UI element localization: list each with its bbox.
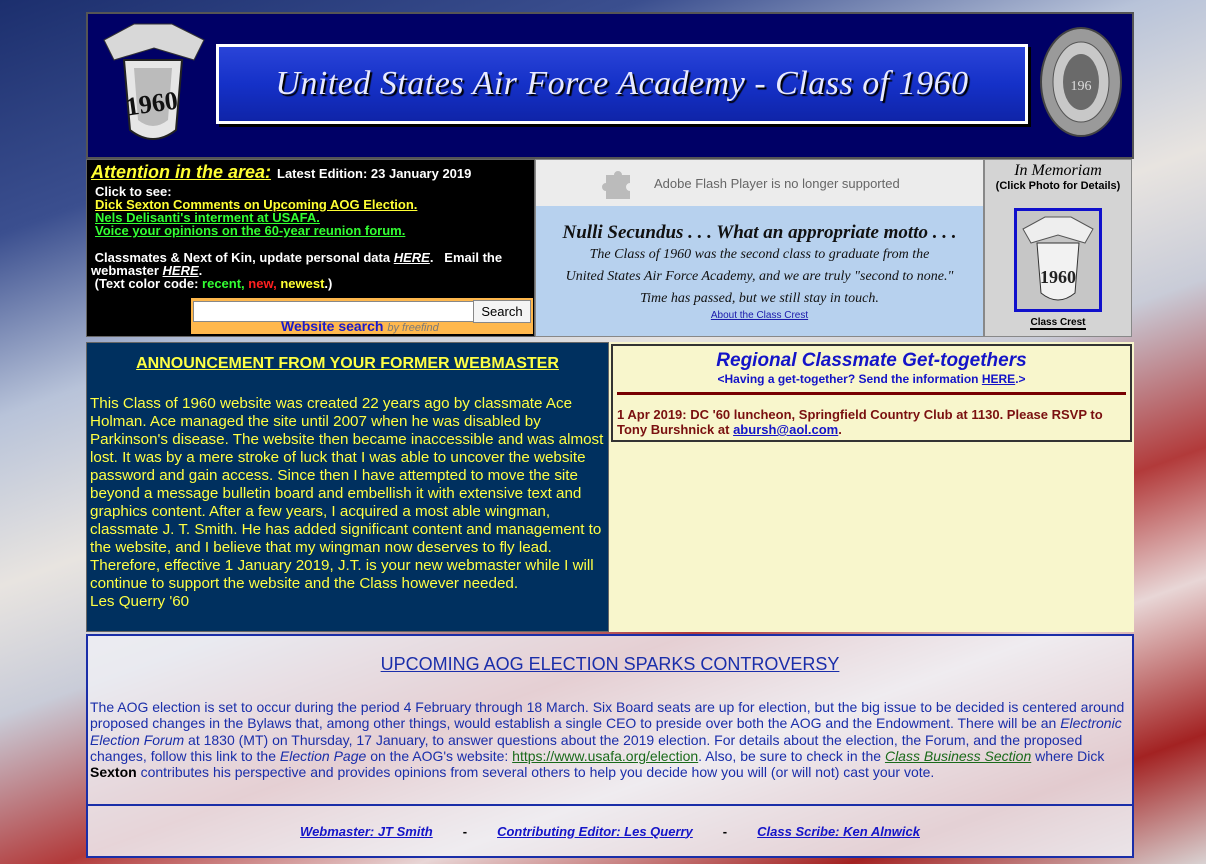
attention-title: Attention in the area: <box>91 162 272 182</box>
event-item: 1 Apr 2019: DC '60 luncheon, Springfield Country Club at 1130. Please RSVP to Tony Burshnick at abursh@aol.com. <box>617 407 1103 437</box>
announcement-signature: Les Querry '60 <box>90 593 190 610</box>
puzzle-piece-icon <box>600 165 636 201</box>
email-webmaster-link[interactable]: HERE <box>162 263 199 278</box>
class-1960-crest-icon <box>94 20 212 148</box>
webmaster-link[interactable]: Webmaster: JT Smith <box>300 823 433 839</box>
regional-subtitle: <Having a get-together? Send the information HERE.> <box>717 372 1026 386</box>
memoriam-subtitle: (Click Photo for Details) <box>995 180 1121 192</box>
search-caption: Website search by freefind <box>281 318 439 334</box>
click-to-see-label: Click to see: <box>95 184 172 199</box>
scribe-link[interactable]: Class Scribe: Ken Alnwick <box>757 823 920 839</box>
class-ring-icon <box>1036 20 1126 140</box>
motto-panel <box>535 159 984 337</box>
search-button[interactable]: Search <box>473 300 531 323</box>
rsvp-email-link[interactable]: abursh@aol.com <box>733 422 839 437</box>
motto-line-2: The Class of 1960 was the second class to graduate from the <box>589 247 930 262</box>
svg-text:1960: 1960 <box>124 85 180 122</box>
class-motto <box>536 206 983 336</box>
send-info-link[interactable]: HERE <box>981 372 1016 386</box>
regional-divider <box>617 392 1126 395</box>
regional-title: Regional Classmate Get-togethers <box>716 350 1027 371</box>
update-data-link[interactable]: HERE <box>393 250 430 265</box>
svg-text:1960: 1960 <box>1040 267 1076 287</box>
latest-edition: Latest Edition: 23 January 2019 <box>277 166 472 181</box>
about-crest-link[interactable]: About the Class Crest <box>710 310 809 321</box>
announcement-heading: ANNOUNCEMENT FROM YOUR FORMER WEBMASTER <box>136 355 559 372</box>
footer-credits: Webmaster: JT Smith - Contributing Editor: Les Querry - Class Scribe: Ken Alnwick <box>86 806 1134 858</box>
delisanti-interment-link[interactable]: Nels Delisanti's interment at USAFA. <box>95 210 320 225</box>
site-title-bar <box>216 44 1028 124</box>
election-article <box>86 634 1134 806</box>
motto-line-3: United States Air Force Academy, and we are truly "second to none." <box>565 269 954 284</box>
svg-text:196: 196 <box>1070 79 1092 94</box>
page-wrapper <box>86 12 1134 858</box>
webmaster-announcement <box>86 342 609 632</box>
election-body: The AOG election is set to occur during the period 4 February through 18 March. Six Board seats are up for election, but the big issue to be decided is centered around proposed changes in the Bylaws that, among other things, would establish a single CEO to preside over both the AOG and the Endowment. There will be an Electronic Election Forum at 1830 (MT) on Thursday, 17 January, to answer questions about the 2019 election. For details about the election, the Forum, and the proposed changes, follow this link to the Election Page on the AOG's website: https://www.usafa.org/election. Also, be sure to check in the Class Business Section where Dick Sexton contributes his perspective and provides opinions from several others to help you decide how you will (or will not) cast your vote. <box>90 699 1125 781</box>
site-search <box>191 298 533 334</box>
aog-election-link[interactable]: https://www.usafa.org/election <box>512 747 699 764</box>
sexton-comments-link[interactable]: Dick Sexton Comments on Upcoming AOG Election. <box>95 197 418 212</box>
class-crest-icon <box>1017 211 1099 309</box>
update-data-text: Classmates & Next of Kin, update personal data HERE. Email the webmaster HERE. (Text color code: recent, new, newest.) <box>91 250 503 291</box>
flash-message: Adobe Flash Player is no longer supported <box>654 175 900 191</box>
memoriam-title: In Memoriam <box>1014 162 1102 179</box>
editor-link[interactable]: Contributing Editor: Les Querry <box>497 823 693 839</box>
attention-panel <box>86 159 535 337</box>
election-heading[interactable]: UPCOMING AOG ELECTION SPARKS CONTROVERSY <box>380 654 840 674</box>
announcement-row <box>86 342 1134 632</box>
site-title: United States Air Force Academy - Class of 1960 <box>275 65 969 102</box>
class-crest-label: Class Crest <box>1030 317 1086 328</box>
in-memoriam-panel <box>984 159 1132 337</box>
top-info-row <box>86 159 1134 337</box>
memoriam-photo[interactable] <box>1014 208 1102 312</box>
motto-line-1: Nulli Secundus . . . What an appropriate motto . . . <box>562 222 957 243</box>
flash-notice <box>536 160 983 206</box>
announcement-body: This Class of 1960 website was created 22 years ago by classmate Ace Holman. Ace managed the site until 2007 when he was disabled by Parkinson's disease. The website then became inaccessible and was almost lost. It was by a mere stroke of luck that I was able to uncover the website password and gain access. Since then I have attempted to move the site beyond a message bulletin board and embellish it with extensive text and graphics content. After a few years, I acquired a most able wingman, classmate J. T. Smith. He has added significant content and management to the website, and I believe that my wingman now deserves to fly lead. Therefore, effective 1 January 2019, J.T. is your new webmaster while I will continue to support the website and the Class however needed. <box>90 395 604 592</box>
class-business-link[interactable]: Class Business Section <box>884 747 1032 764</box>
motto-line-4: Time has passed, but we still stay in touch. <box>640 291 879 306</box>
regional-gettogethers <box>609 342 1134 632</box>
reunion-forum-link[interactable]: Voice your opinions on the 60-year reunion forum. <box>95 223 406 238</box>
site-banner <box>86 12 1134 159</box>
